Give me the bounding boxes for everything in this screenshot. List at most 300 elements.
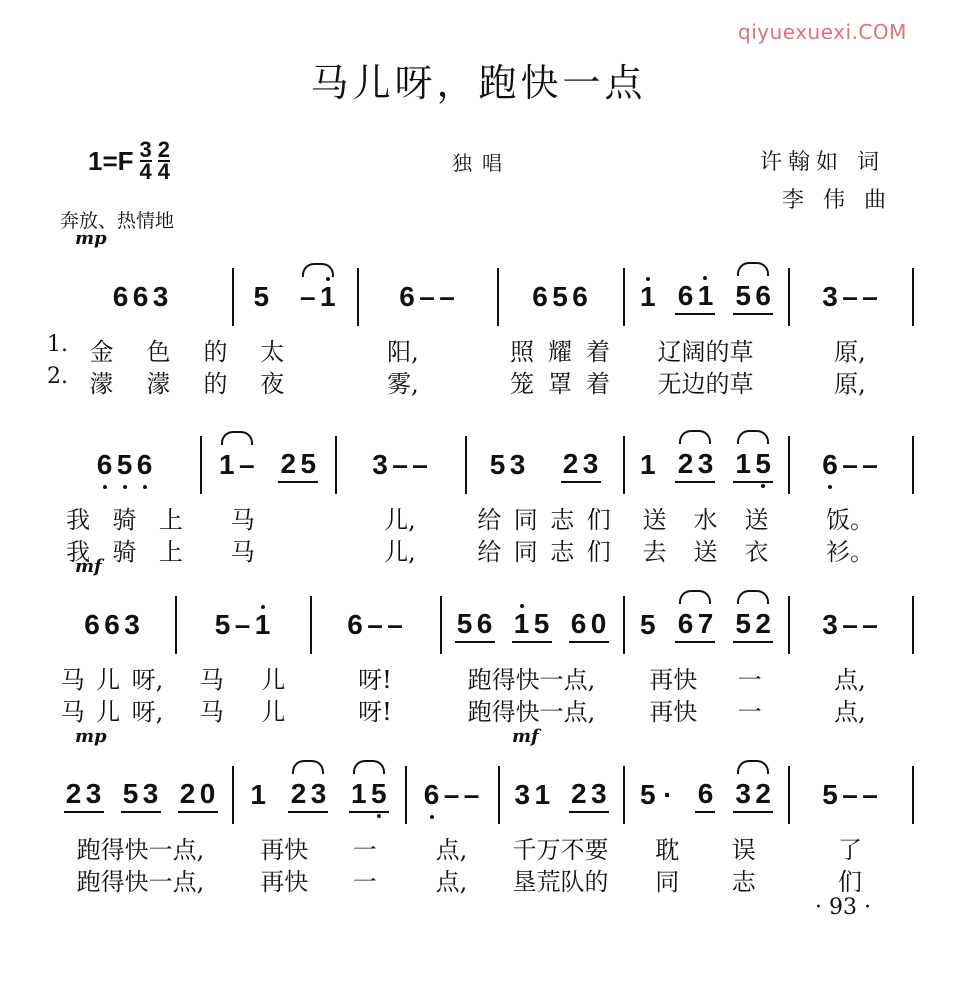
note: 1 [735, 447, 751, 479]
measure [471, 430, 617, 500]
note: 1 [254, 609, 271, 640]
note-group [278, 448, 318, 483]
lyric-syllable: 垦荒队的 [512, 868, 609, 896]
note: 1 [534, 779, 551, 810]
lyric-measure [503, 364, 617, 399]
measure [446, 590, 617, 660]
note: 3 [509, 449, 526, 480]
lyric-syllable: 点, [834, 666, 866, 694]
lyric-measure [471, 532, 617, 567]
lyric-syllable: 骑 [112, 538, 137, 566]
note-group [82, 609, 142, 641]
measure [629, 430, 782, 500]
lyric-syllable: 原, [834, 338, 866, 366]
note: 6 [570, 607, 587, 639]
lyric-syllable: 同 [655, 868, 680, 896]
lyric-syllable: 水 [693, 506, 718, 534]
lyric-syllable: 衣 [744, 538, 769, 566]
lyric-syllable: 罩 [548, 370, 572, 398]
lyric-syllable: 骑 [112, 506, 137, 534]
meter-2: $\frac{2}{4}$ [157, 137, 171, 184]
measure [181, 590, 304, 660]
lyric-syllable: 送 [693, 538, 718, 566]
note: – [387, 609, 403, 640]
lyric-measure [55, 500, 194, 535]
note: 6 [572, 281, 588, 312]
note-group [213, 609, 273, 641]
lyric-measure [794, 500, 906, 535]
measure [794, 262, 906, 332]
lyric-syllable: 送 [642, 506, 667, 534]
bar-line [357, 268, 359, 326]
lyric-syllable: 夜 [260, 370, 285, 398]
lyric-measure [794, 862, 906, 897]
dynamic-marking: mf [512, 726, 539, 747]
note: 2 [280, 447, 297, 479]
measure [411, 760, 492, 830]
lyric-syllable: 上 [158, 506, 183, 534]
lyric-measure [471, 500, 617, 535]
lyric-syllable: 耀 [548, 338, 572, 366]
lyric-syllable: 无边的草 [657, 370, 754, 398]
note-group [217, 449, 257, 481]
lyric-syllable: 去 [642, 538, 667, 566]
score-row [55, 726, 915, 896]
lyric-measure [316, 660, 434, 695]
note: 6 [96, 449, 113, 480]
bar-line [200, 436, 202, 494]
bar-line [623, 596, 625, 654]
lyric-syllable: 阳, [387, 338, 419, 366]
lyric-measure [206, 500, 329, 535]
lyric-syllable: 着 [586, 370, 610, 398]
lyric-measure [794, 692, 906, 727]
note: 5 [822, 779, 838, 810]
note-group [569, 608, 609, 643]
measure [794, 760, 906, 830]
note: – [234, 609, 251, 640]
lyric-syllable: 们 [586, 506, 611, 534]
bar-line [405, 766, 407, 824]
key-signature [88, 137, 171, 184]
lyric-syllable: 点, [435, 868, 468, 896]
lyric-measure [181, 692, 304, 727]
lyric-measure [629, 332, 782, 367]
lyric-measure [446, 660, 617, 695]
measure [504, 760, 617, 830]
note: – [367, 609, 383, 640]
bar-line [440, 596, 442, 654]
lyric-measure [794, 332, 906, 367]
note: 2 [570, 777, 587, 809]
note-group [675, 448, 715, 483]
bar-line [788, 596, 790, 654]
note-group [488, 449, 528, 481]
lyric-syllable: 笼 [510, 370, 534, 398]
note: 3 [822, 609, 838, 640]
note-group [733, 280, 773, 315]
lyric-syllable: 太 [260, 338, 285, 366]
note-group [178, 778, 218, 813]
lyric-syllable: 我 [66, 538, 91, 566]
note-group [248, 779, 268, 811]
note-group [675, 280, 715, 315]
lyric-measure [629, 364, 782, 399]
note: 6 [104, 609, 120, 640]
lyric-measure [794, 660, 906, 695]
lyric-syllable: 跑得快一点, [76, 836, 205, 864]
lyric-syllable: 濛 [89, 370, 114, 398]
bar-line [788, 436, 790, 494]
note: 5 [755, 447, 771, 479]
lyric-measure [316, 692, 434, 727]
bar-line [788, 268, 790, 326]
bar-line [623, 268, 625, 326]
note: 5 [533, 607, 550, 639]
note: 6 [132, 281, 149, 312]
note-group [638, 779, 678, 811]
lyric-measure [181, 660, 304, 695]
note-group [349, 778, 389, 813]
bar-line [465, 436, 467, 494]
measure [238, 262, 351, 332]
note: 3 [152, 281, 169, 312]
lyric-syllable: 的 [203, 370, 228, 398]
note-group [251, 281, 271, 313]
lyric-syllable: 儿, [384, 538, 416, 566]
note-group [121, 778, 161, 813]
lyric-measure [503, 332, 617, 367]
lyric-measure [504, 862, 617, 897]
measure [503, 262, 617, 332]
lyric-syllable: 跑得快一点, [467, 666, 596, 694]
lyric-measure [629, 500, 782, 535]
measure [629, 590, 782, 660]
note: 1 [697, 279, 714, 311]
bar-line [623, 766, 625, 824]
lyric-syllable: 着 [586, 338, 610, 366]
lyric-measure [55, 660, 169, 695]
lyric-measure [794, 830, 906, 865]
dynamic-marking: mf [75, 556, 102, 577]
lyric-syllable: 我 [66, 506, 91, 534]
lyric-syllable: 马 [199, 666, 224, 694]
note-group [512, 608, 552, 643]
lyric-syllable: 濛 [146, 370, 171, 398]
bar-line [497, 268, 499, 326]
lyric-syllable: 们 [586, 538, 611, 566]
note: 2 [755, 607, 771, 639]
lyric-measure [629, 692, 782, 727]
note: 3 [124, 609, 140, 640]
lyric-syllable: 雾, [387, 370, 419, 398]
measure [206, 430, 329, 500]
note: 5 [489, 449, 506, 480]
performance-type: 独唱 [452, 151, 512, 175]
note: – [862, 281, 878, 312]
lyric-measure [629, 660, 782, 695]
note-group [288, 778, 328, 813]
note: 5 [640, 779, 656, 810]
note: 6 [677, 607, 694, 639]
song-title: 马儿呀，跑快一点 [310, 61, 647, 105]
note: 6 [84, 609, 100, 640]
note-group [638, 281, 658, 313]
lyric-measure [504, 830, 617, 865]
lyric-syllable: 一 [352, 836, 377, 864]
note-group [397, 281, 457, 313]
note: – [842, 609, 858, 640]
note-group [95, 449, 155, 481]
note: 3 [85, 777, 102, 809]
lyric-syllable: 了 [838, 836, 862, 864]
lyric-syllable: 再快 [649, 666, 698, 694]
note: 5 [371, 777, 387, 809]
note: – [299, 281, 316, 312]
lyric-syllable: 呀, [131, 698, 164, 726]
note: 1 [351, 777, 367, 809]
lyric-syllable: 再快 [649, 698, 698, 726]
lyric-syllable: 马 [60, 698, 85, 726]
note: · [663, 779, 673, 810]
lyric-syllable: 色 [146, 338, 171, 366]
note: 6 [677, 279, 694, 311]
lyric-syllable: 跑得快一点, [76, 868, 205, 896]
lyric-syllable: 儿 [96, 666, 121, 694]
bar-line [232, 268, 234, 326]
note: 6 [112, 281, 129, 312]
bar-line [912, 268, 914, 326]
note: 1 [218, 449, 235, 480]
note: – [392, 449, 408, 480]
note-group [675, 608, 715, 643]
note-group [64, 778, 104, 813]
lyric-measure [341, 500, 459, 535]
lyric-measure [363, 332, 491, 367]
lyric-syllable: 志 [550, 506, 575, 534]
note: 7 [697, 607, 714, 639]
note: – [463, 779, 480, 810]
note-group [638, 609, 658, 641]
measure [55, 760, 226, 830]
note-group [530, 281, 590, 313]
measure [55, 430, 194, 500]
meter-1: $\frac{3}{4}$ [139, 137, 152, 184]
lyric-syllable: 志 [550, 538, 575, 566]
bar-line [788, 766, 790, 824]
note: – [238, 449, 255, 480]
measure [55, 590, 169, 660]
note-group [455, 608, 495, 643]
note-group [733, 778, 773, 813]
lyric-syllable: 饭。 [826, 506, 874, 534]
bar-line [912, 436, 914, 494]
note: 3 [372, 449, 388, 480]
note: 5 [253, 281, 270, 312]
lyric-syllable: 再快 [260, 868, 309, 896]
note: 2 [179, 777, 196, 809]
verse-number: 2. [47, 364, 68, 389]
bar-line [175, 596, 177, 654]
lyric-measure [363, 364, 491, 399]
note-group [298, 281, 338, 313]
note: 6 [423, 779, 440, 810]
lyric-measure [55, 862, 226, 897]
note-group [820, 609, 880, 641]
note: 3 [590, 777, 607, 809]
note: 6 [399, 281, 415, 312]
key: 1=F [88, 145, 134, 176]
note: 6 [532, 281, 548, 312]
lyric-syllable: 原, [834, 370, 866, 398]
note: 6 [476, 607, 493, 639]
note: 3 [582, 447, 599, 479]
note-group [512, 779, 552, 811]
note-group [695, 778, 715, 813]
note-group [569, 778, 609, 813]
note: 5 [735, 279, 751, 311]
lyric-syllable: 的 [203, 338, 228, 366]
dynamic-marking: mp [75, 726, 107, 747]
note-group [733, 448, 773, 483]
note: 3 [822, 281, 838, 312]
lyric-syllable: 再快 [260, 836, 309, 864]
lyric-syllable: 上 [158, 538, 183, 566]
note: 3 [142, 777, 159, 809]
measure [363, 262, 491, 332]
lyric-measure [238, 862, 399, 897]
lyric-syllable: 儿 [261, 698, 286, 726]
lyric-syllable: 同 [513, 506, 538, 534]
lyric-syllable: 一 [737, 698, 762, 726]
lyric-syllable: 马 [60, 666, 85, 694]
lyric-measure [629, 532, 782, 567]
note: – [419, 281, 435, 312]
note: 0 [199, 777, 216, 809]
note: 1 [250, 779, 266, 810]
note: 1 [319, 281, 336, 312]
lyric-syllable: 金 [89, 338, 114, 366]
note: 5 [122, 777, 139, 809]
lyric-syllable: 千万不要 [512, 836, 609, 864]
watermark: qiyuexuexi.COM [738, 20, 907, 44]
score-row [55, 430, 915, 564]
lyric-syllable: 呀! [358, 698, 392, 726]
lyric-syllable: 跑得快一点, [467, 698, 596, 726]
lyric-syllable: 志 [731, 868, 756, 896]
lyric-syllable: 给 [477, 506, 502, 534]
lyric-measure [411, 830, 492, 865]
note-group [638, 449, 658, 481]
lyric-syllable: 儿 [261, 666, 286, 694]
lyric-syllable: 耽 [655, 836, 680, 864]
lyric-syllable: 儿 [96, 698, 121, 726]
note: 6 [347, 609, 363, 640]
note: 5 [640, 609, 656, 640]
bar-line [310, 596, 312, 654]
lyric-measure [411, 862, 492, 897]
composer: 李 伟 曲 [782, 188, 892, 213]
note: 2 [65, 777, 82, 809]
note: – [439, 281, 455, 312]
lyric-syllable: 给 [477, 538, 502, 566]
note: – [842, 779, 858, 810]
lyric-measure [238, 364, 351, 399]
bar-line [232, 766, 234, 824]
note: 1 [513, 607, 530, 639]
measure [316, 590, 434, 660]
lyric-syllable: 马 [230, 506, 255, 534]
lyric-measure [629, 862, 782, 897]
lyricist: 许翰如 词 [760, 150, 885, 175]
note-group [733, 608, 773, 643]
note-group [561, 448, 601, 483]
lyric-syllable: 马 [199, 698, 224, 726]
note: – [412, 449, 428, 480]
note: 6 [697, 777, 714, 809]
lyric-syllable: 点, [435, 836, 468, 864]
measure [794, 590, 906, 660]
note: 2 [755, 777, 771, 809]
note: 1 [640, 281, 656, 312]
bar-line [912, 596, 914, 654]
measure [238, 760, 399, 830]
lyric-syllable: 儿, [384, 506, 416, 534]
note: 6 [136, 449, 153, 480]
lyric-syllable: 送 [744, 506, 769, 534]
verse-number: 1. [47, 332, 68, 357]
note-group [422, 779, 482, 811]
bar-line [335, 436, 337, 494]
lyric-measure [55, 364, 244, 399]
note: – [862, 779, 878, 810]
note: 5 [214, 609, 231, 640]
note: – [842, 449, 858, 480]
note-group [370, 449, 430, 481]
lyric-measure [55, 692, 169, 727]
note: – [862, 609, 878, 640]
note: 5 [300, 447, 317, 479]
lyric-syllable: 们 [838, 868, 862, 896]
bar-line [498, 766, 500, 824]
note: 3 [735, 777, 751, 809]
bar-line [623, 436, 625, 494]
lyric-syllable: 呀, [131, 666, 164, 694]
note-group [345, 609, 405, 641]
measure [629, 262, 782, 332]
lyric-measure [238, 332, 351, 367]
lyric-syllable: 一 [737, 666, 762, 694]
lyric-measure [206, 532, 329, 567]
note-group [820, 779, 880, 811]
bar-line [912, 766, 914, 824]
measure [55, 262, 226, 332]
lyric-syllable: 一 [352, 868, 377, 896]
measure [629, 760, 782, 830]
lyric-syllable: 衫。 [826, 538, 874, 566]
note: 5 [552, 281, 568, 312]
note: – [842, 281, 858, 312]
note: 2 [562, 447, 579, 479]
note: – [443, 779, 460, 810]
lyric-measure [629, 830, 782, 865]
lyric-syllable: 马 [230, 538, 255, 566]
page-number: · 93 · [815, 895, 871, 920]
note: 5 [456, 607, 473, 639]
note-group [820, 281, 880, 313]
lyric-measure [55, 332, 244, 367]
note-group [111, 281, 171, 313]
